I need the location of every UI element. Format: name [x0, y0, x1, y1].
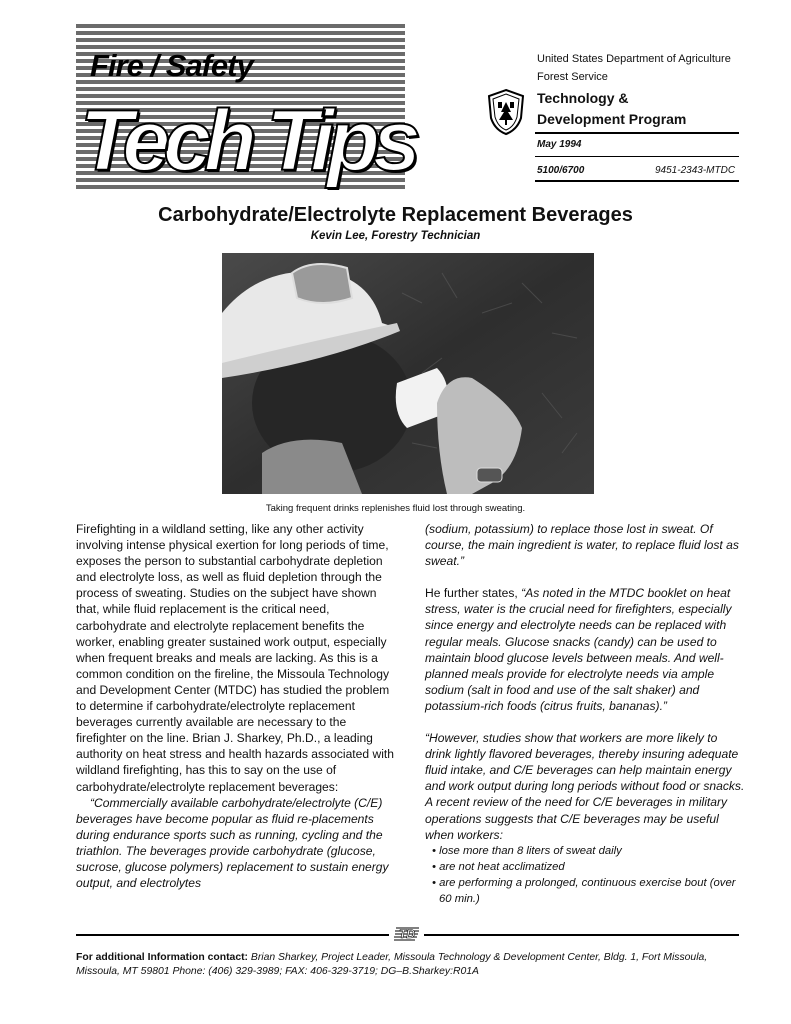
conditions-list [425, 843, 745, 907]
publication-number: 9451-2343-MTDC [655, 165, 736, 176]
td-logo-text: TD [399, 927, 415, 941]
article-author: Kevin Lee, Forestry Technician [310, 230, 481, 242]
footer-contact [76, 951, 741, 979]
agency-service: Forest Service [537, 71, 608, 83]
article-title: Carbohydrate/Electrolyte Replacement Beverages [158, 204, 633, 226]
footer-divider [424, 934, 739, 936]
series-name-logo: Tech Tips [80, 93, 414, 189]
header-divider [535, 180, 739, 182]
quote-paragraph: “Commercially available carbohydrate/electrolyte (C/E) beverages have become popular as fluid re-placements during endurance sports such as running, cycling and the triathlon. The beverages provide carbohydrate (glucose, sucrose, glucose polymers) replacement to sustain energy output, and electrolytes [76, 795, 389, 891]
body-paragraph: Firefighting in a wildland setting, like any other activity involving intense physical exertion for long periods of time, exposes the person to substantial carbohydrate depletion and electrolyte loss, as well as fluid depletion through the process of sweating. Studies on the subject have shown that, while fluid replacement is the critical need, carbohydrate and electrolyte replacement benefits the worker, enabling greater sustained work output, especially when frequent breaks and meals are lacking. As this is a common condition on the fireline, the Missoula Technology and Development Center (MTDC) has studied the problem to determine if carbohydrate/electrolyte replacement beverages currently available are necessary to the firefighter on the line. Brian J. Sharkey, Ph.D., a leading authority on heat stress and health hazards associated with wildland firefighting, has this to say on the use of carbohydrate/electrolyte replacement beverages: [76, 522, 394, 794]
forest-service-shield-icon [485, 88, 527, 136]
footer-label: For additional Information contact: [76, 952, 251, 963]
header-divider [535, 156, 739, 157]
list-item: • are performing a prolonged, continuous exercise bout (over 60 min.) [432, 876, 736, 905]
right-column [425, 521, 745, 907]
photo-caption: Taking frequent drinks replenishes fluid lost through sweating. [265, 503, 526, 514]
firefighter-drinking-photo [222, 253, 594, 494]
quote-paragraph: “However, studies show that workers are more likely to drink lightly flavored beverages, thereby insuring adequate fluid intake, and C/E beverages can help maintain energy and work output during long periods without food or snacks. A recent review of the need for C/E beverages in military operations suggests that C/E beverages may be useful when workers: [425, 731, 745, 842]
list-item: • are not heat acclimatized [432, 860, 565, 873]
program-name-line1: Technology & [537, 90, 629, 106]
header-divider [535, 132, 739, 134]
footer-divider [76, 934, 389, 936]
quote-lead-in: He further states, [425, 586, 522, 601]
left-column [76, 521, 396, 891]
body-paragraph [425, 585, 745, 714]
quote-text: “As noted in the MTDC booklet on heat stress, water is the crucial need for firefighters, especially since energy and electrolyte needs can be replaced with regular meals. Glucose snacks (candy) can be used to maintain blood glucose levels between meals. And well-planned meals provide for electrolyte needs via ample sodium (salt in food and use of the salt shaker) and potassium-rich foods (citrus fruits, bananas).” [425, 586, 732, 713]
footer-contact-details: Brian Sharkey, Project Leader, Missoula Technology & Development Center, Bldg. 1, Fort Missoula, Missoula, MT 59801 Phone: (406) 329-3989; FAX: 406-329-3719; DG–B.Sharkey:R01A [76, 952, 708, 977]
quote-paragraph: (sodium, potassium) to replace those lost in sweat. Of course, the main ingredient is water, to replace fluid lost as sweat.” [425, 522, 739, 569]
list-item: • lose more than 8 liters of sweat daily [432, 844, 622, 857]
file-code: 5100/6700 [537, 165, 585, 176]
agency-department: United States Department of Agriculture [537, 53, 731, 65]
series-title: Fire / Safety [90, 48, 253, 83]
program-name-line2: Development Program [537, 111, 687, 127]
td-logo-icon [393, 926, 421, 942]
publication-date: May 1994 [537, 139, 582, 150]
